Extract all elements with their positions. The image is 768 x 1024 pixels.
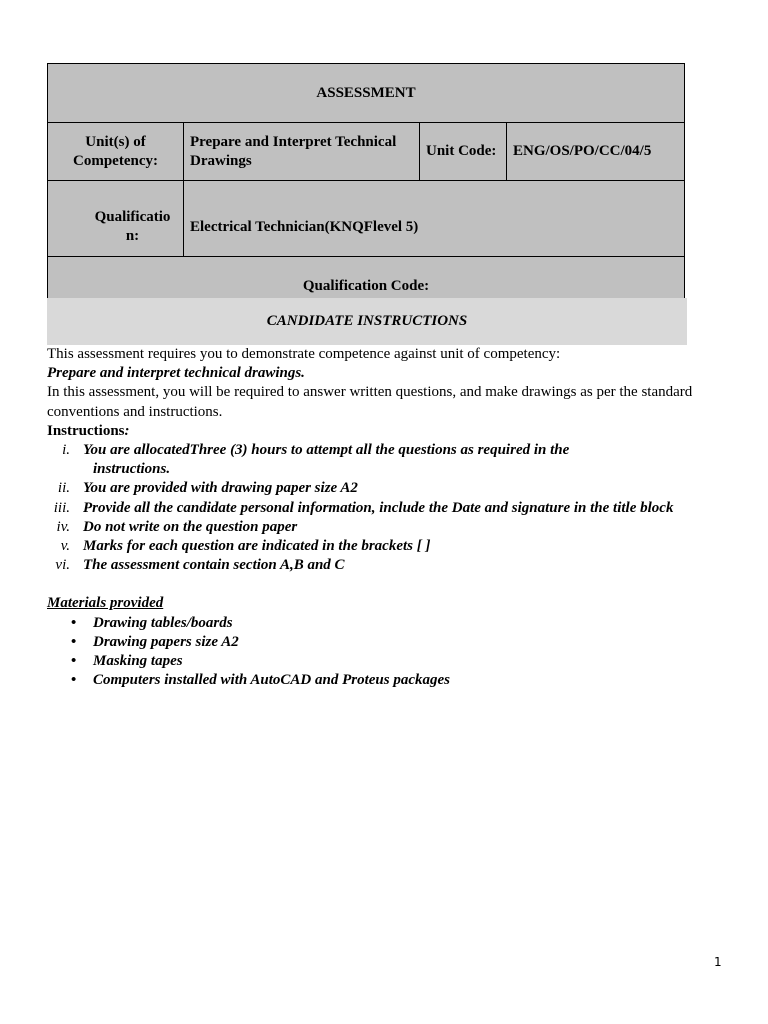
page-number: 1 [714, 955, 722, 969]
instruction-item [47, 479, 737, 498]
instruction-number: iii. [53, 499, 70, 516]
instructions-body [47, 345, 737, 690]
bullet-icon: • [71, 672, 77, 689]
candidate-instructions-heading: CANDIDATE INSTRUCTIONS [47, 298, 687, 345]
instruction-item [47, 537, 737, 556]
instructions-heading [47, 422, 737, 441]
unit-of-competency-label: Unit(s) of Competency: [48, 123, 184, 181]
material-text: Drawing papers size A2 [93, 633, 239, 650]
instruction-text: Do not write on the question paper [83, 518, 298, 535]
unit-code-value: ENG/OS/PO/CC/04/5 [507, 123, 685, 181]
instruction-item [47, 556, 737, 575]
bullet-icon: • [71, 614, 77, 631]
instructions-colon: : [124, 422, 130, 439]
instruction-item [47, 441, 737, 479]
bullet-icon: • [71, 633, 77, 650]
instructions-label: Instructions [47, 422, 125, 439]
material-item [47, 652, 737, 671]
instruction-number: vi. [55, 557, 70, 574]
material-text: Drawing tables/boards [93, 614, 233, 631]
qualification-value: Electrical Technician(KNQFlevel 5) [184, 181, 685, 257]
material-text: Computers installed with AutoCAD and Proteus packages [93, 672, 451, 689]
materials-heading: Materials provided [47, 595, 164, 612]
unit-of-competency-value: Prepare and Interpret Technical Drawings [184, 123, 420, 181]
assessment-header-table [47, 63, 685, 299]
instruction-text: You are provided with drawing paper size A2 [83, 480, 358, 497]
instructions-list [47, 441, 737, 575]
instruction-item [47, 499, 737, 518]
instruction-item [47, 518, 737, 537]
qualification-label: Qualificatio n: [48, 181, 184, 257]
material-item [47, 633, 737, 652]
instruction-text-continued: instructions. [93, 461, 171, 478]
material-text: Masking tapes [93, 653, 183, 670]
assessment-title: ASSESSMENT [48, 64, 685, 123]
material-item [47, 671, 737, 690]
instruction-number: iv. [56, 518, 70, 535]
instruction-number: v. [60, 538, 70, 555]
unit-name: Prepare and interpret technical drawings. [47, 365, 305, 382]
qualification-code-label: Qualification Code: [48, 257, 685, 299]
materials-list [47, 614, 737, 691]
assessment-description: In this assessment, you will be required to answer written questions, and make drawings as per the standard conventions and instructions. [47, 384, 693, 420]
intro-line: This assessment requires you to demonstrate competence against unit of competency: [47, 346, 561, 362]
instruction-text: The assessment contain section A,B and C [83, 557, 345, 574]
unit-code-label: Unit Code: [420, 123, 507, 181]
bullet-icon: • [71, 653, 77, 670]
instruction-number: ii. [57, 480, 70, 497]
instruction-text: Marks for each question are indicated in the brackets [ ] [83, 538, 431, 555]
material-item [47, 614, 737, 633]
section-spacer [47, 575, 737, 594]
instruction-number: i. [62, 442, 70, 459]
instruction-text: Provide all the candidate personal information, include the Date and signature in the title block [83, 499, 674, 516]
instruction-text: You are allocatedThree (3) hours to attempt all the questions as required in the [83, 442, 570, 459]
